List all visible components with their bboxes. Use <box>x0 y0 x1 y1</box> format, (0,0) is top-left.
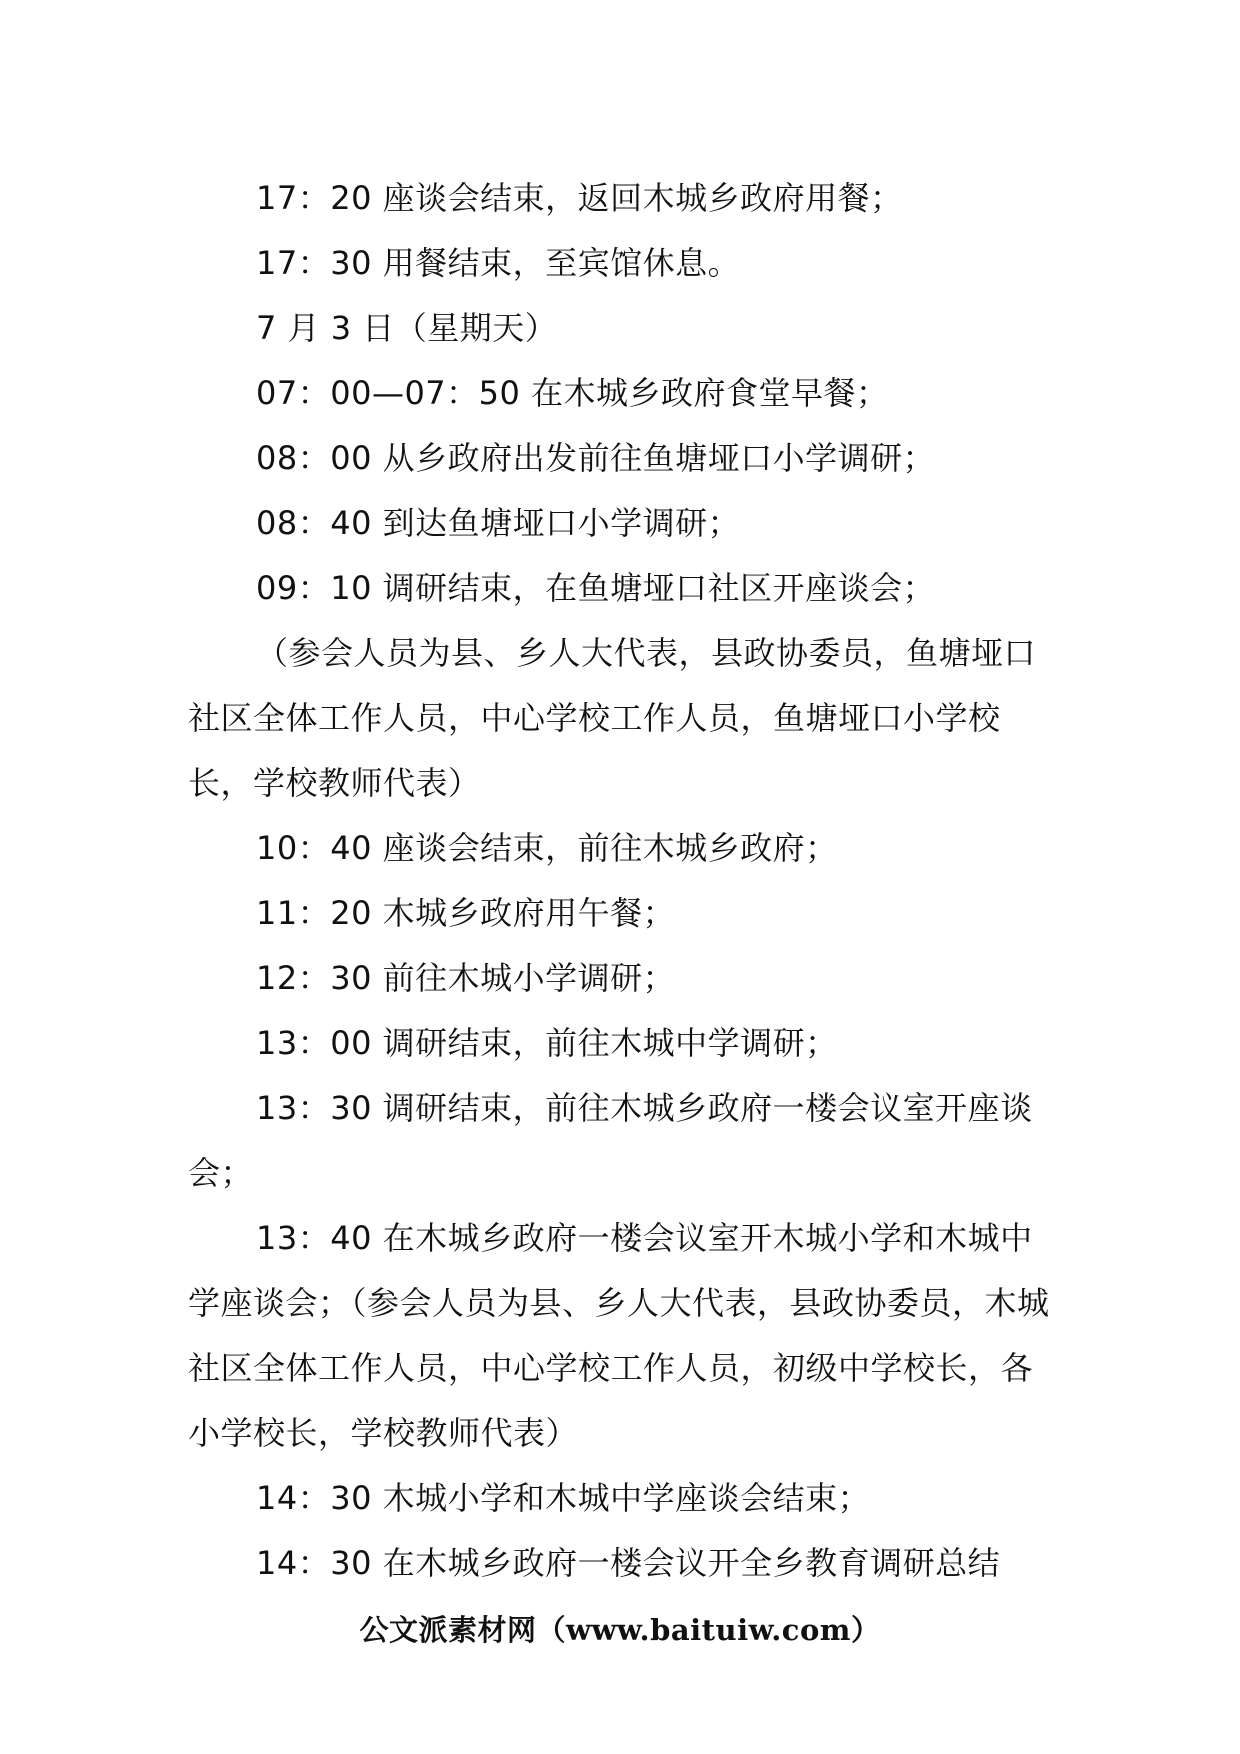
schedule-item: 13：00 调研结束，前往木城中学调研； <box>256 1024 838 1062</box>
schedule-item: 14：30 木城小学和木城中学座谈会结束； <box>256 1479 871 1517</box>
schedule-item: 11：20 木城乡政府用午餐； <box>256 894 676 932</box>
schedule-item: 14：30 在木城乡政府一楼会议开全乡教育调研总结 <box>256 1544 1001 1582</box>
schedule-item: 13：30 调研结束，前往木城乡政府一楼会议室开座谈会； <box>188 1089 1033 1192</box>
schedule-item: 09：10 调研结束，在鱼塘垭口社区开座谈会； <box>256 569 936 607</box>
schedule-item: 13：40 在木城乡政府一楼会议室开木城小学和木城中学座谈会；（参会人员为县、乡人大代表，县政协委员，木城社区全体工作人员，中心学校工作人员，初级中学校长，各小学校长，学校教师代表） <box>188 1219 1050 1452</box>
schedule-item: 07：00—07：50 在木城乡政府食堂早餐； <box>256 374 889 412</box>
footer-watermark: 公文派素材网（www.baituiw.com） <box>359 1613 881 1647</box>
schedule-item: 08：00 从乡政府出发前往鱼塘垭口小学调研； <box>256 439 936 477</box>
schedule-item: 17：30 用餐结束，至宾馆休息。 <box>256 244 741 282</box>
participants-note: （参会人员为县、乡人大代表，县政协委员，鱼塘垭口社区全体工作人员，中心学校工作人员，鱼塘垭口小学校长，学校教师代表） <box>188 634 1037 802</box>
schedule-item: 08：40 到达鱼塘垭口小学调研； <box>256 504 741 542</box>
date-heading: 7 月 3 日（星期天） <box>256 309 558 347</box>
schedule-item: 12：30 前往木城小学调研； <box>256 959 676 997</box>
schedule-item: 10：40 座谈会结束，前往木城乡政府； <box>256 829 838 867</box>
document-body <box>188 166 1054 1596</box>
schedule-item: 17：20 座谈会结束，返回木城乡政府用餐； <box>256 179 903 217</box>
